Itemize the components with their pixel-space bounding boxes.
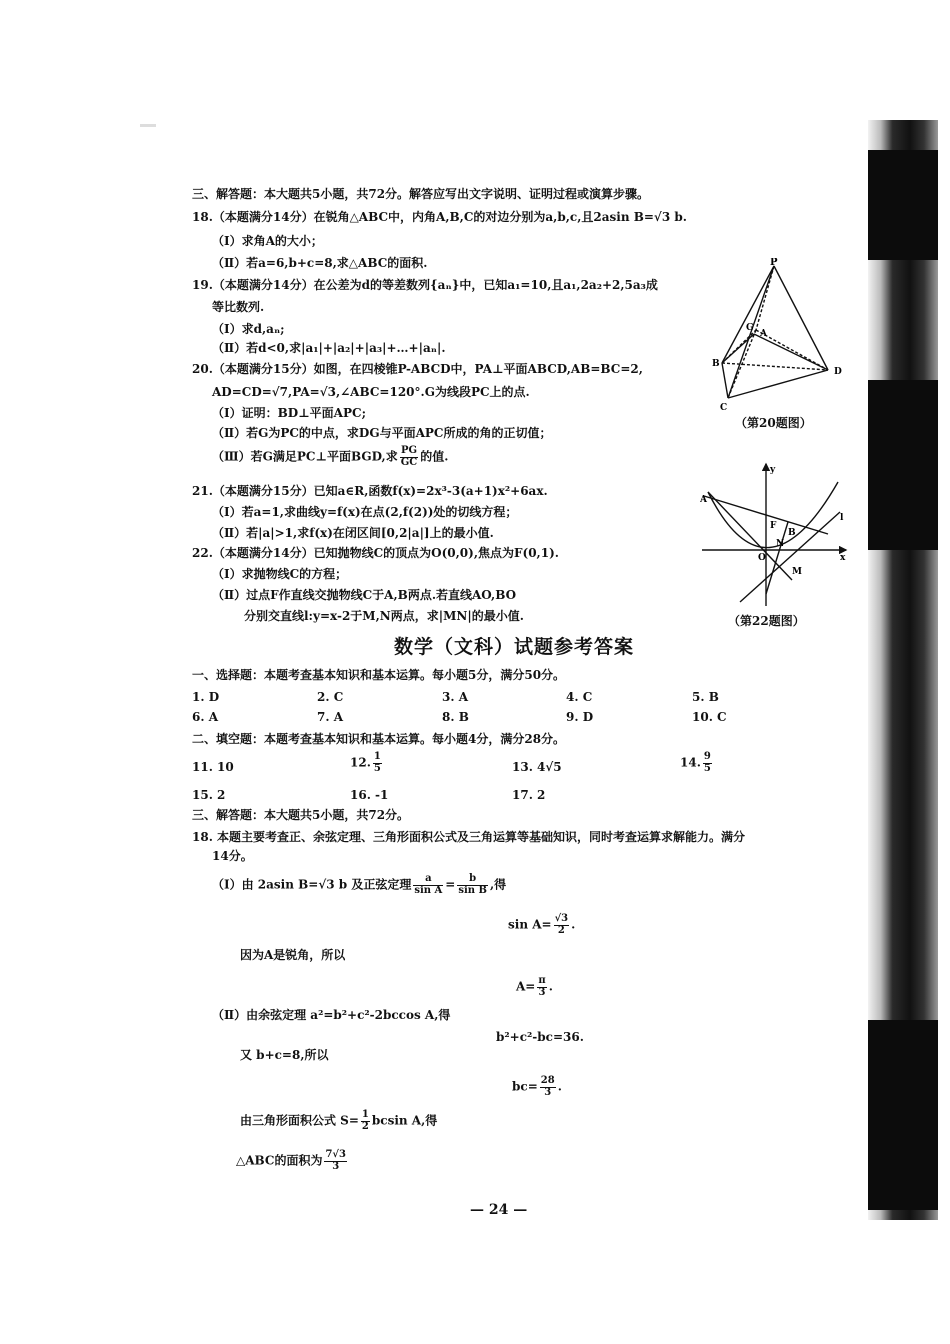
- ratio-denominator: GC: [400, 456, 418, 468]
- fill-14-denominator: 5: [703, 762, 711, 774]
- strip-band-1: [868, 150, 938, 260]
- parabola-figure: [700, 462, 850, 610]
- pyramid-figure: [710, 258, 860, 418]
- scan-edge-strip: [868, 120, 938, 1220]
- fill-12: [350, 752, 384, 774]
- equation-A-den: 3: [538, 986, 546, 998]
- figure-20-caption: （第20题图）: [735, 416, 812, 430]
- label-A22: A: [700, 495, 707, 505]
- equation-bc: [512, 1076, 562, 1098]
- equation-A-end: .: [548, 979, 553, 994]
- fill-12-numerator: 1: [373, 751, 381, 762]
- problem-18-part-2: （Ⅱ）若a=6,b+c=8,求△ABC的面积.: [212, 256, 428, 270]
- mc-8: 8. B: [442, 710, 469, 724]
- seg-GD: [754, 334, 828, 370]
- fill-11: 11. 10: [192, 760, 234, 774]
- fill-16: 16. -1: [350, 788, 389, 802]
- equation-sinA-den: 2: [557, 924, 565, 936]
- fill-12-fraction: [373, 752, 382, 774]
- line-BO: [766, 522, 788, 594]
- label-x: x: [840, 553, 846, 563]
- answer-section-2: 二、填空题：本题考查基本知识和基本运算。每小题4分，满分28分。: [192, 732, 566, 746]
- sine-law-left-num: a: [413, 874, 443, 886]
- label-C: C: [720, 403, 728, 413]
- problem-20-part-3: [212, 446, 448, 468]
- problem-19-part-1: （Ⅰ）求d,aₙ;: [212, 322, 285, 336]
- area-formula-den: 2: [361, 1120, 369, 1132]
- figure-22-caption: （第22题图）: [728, 614, 805, 628]
- answer-18-part-1: [212, 874, 506, 896]
- equation-sinA-num: √3: [554, 913, 569, 924]
- problem-21-part-2: （Ⅱ）若|a|>1,求f(x)在闭区间[0,2|a|]上的最小值.: [212, 526, 494, 540]
- answer-18-area-formula: [240, 1110, 437, 1132]
- equation-bc-end: .: [557, 1079, 562, 1094]
- answer-18-intro-cont: 14分。: [212, 849, 253, 863]
- problem-20-cont: AD=CD=√7,PA=√3,∠ABC=120°.G为线段PC上的点.: [212, 385, 530, 399]
- answer-18-intro: 18. 本题主要考查正、余弦定理、三角形面积公式及三角运算等基础知识，同时考查运算求解能力。满分: [192, 830, 746, 844]
- area-formula-num: 1: [361, 1109, 369, 1120]
- label-O: O: [758, 553, 766, 563]
- edge-BC: [722, 363, 728, 398]
- equation-bc-lhs: bc=: [512, 1079, 538, 1094]
- problem-18: 18.（本题满分14分）在锐角△ABC中，内角A,B,C的对边分别为a,b,c,且2asin B=√3 b.: [192, 210, 687, 224]
- problem-20-part-1: （Ⅰ）证明：BD⊥平面APC;: [212, 406, 366, 420]
- area-formula-end: bcsin A,得: [371, 1113, 438, 1128]
- sine-law-left-den: sin A: [414, 884, 443, 896]
- label-G: G: [746, 323, 754, 333]
- ratio-fraction: [400, 446, 419, 468]
- scan-smudge: [140, 124, 156, 127]
- problem-22: 22.（本题满分14分）已知抛物线C的顶点为O(0,0),焦点为F(0,1).: [192, 546, 559, 560]
- seg-BG: [722, 334, 754, 363]
- label-B22: B: [788, 528, 796, 538]
- label-N: N: [776, 539, 785, 549]
- sine-law-equals: =: [445, 877, 456, 892]
- answer-section-3: 三、解答题：本大题共5小题，共72分。: [192, 808, 410, 822]
- fill-14-number: 14.: [680, 755, 701, 770]
- fill-12-number: 12.: [350, 755, 371, 770]
- answer-section-1: 一、选择题：本题考查基本知识和基本运算。每小题5分，满分50分。: [192, 668, 566, 682]
- mc-1: 1. D: [192, 690, 220, 704]
- fill-14-fraction: [703, 752, 712, 774]
- fill-14-numerator: 9: [703, 751, 711, 762]
- mc-2: 2. C: [317, 690, 344, 704]
- label-y: y: [770, 465, 776, 475]
- mc-3: 3. A: [442, 690, 469, 704]
- equation-A-lhs: A=: [516, 979, 536, 994]
- line-l: [740, 512, 840, 602]
- problem-20-part-3-end: 的值.: [420, 449, 449, 464]
- area-result-text: △ABC的面积为: [236, 1153, 323, 1168]
- mc-7: 7. A: [317, 710, 344, 724]
- problem-19-part-2: （Ⅱ）若d<0,求|a₁|+|a₂|+|a₃|+…+|aₙ|.: [212, 341, 446, 355]
- problem-21: 21.（本题满分15分）已知a∈R,函数f(x)=2x³-3(a+1)x²+6ax.: [192, 484, 548, 498]
- label-B: B: [712, 359, 720, 369]
- mc-4: 4. C: [566, 690, 593, 704]
- equation-sinA-fraction: [554, 914, 570, 936]
- answer-18-area-result: [236, 1150, 349, 1172]
- equation-sinA-lhs: sin A=: [508, 917, 552, 932]
- equation-A-fraction: [537, 976, 546, 998]
- equation-bc-num: 28: [540, 1075, 555, 1086]
- area-result-fraction: [324, 1150, 347, 1172]
- label-M: M: [792, 567, 802, 577]
- equation-cosine: b²+c²-bc=36.: [496, 1030, 584, 1044]
- problem-20-part-3-text: （Ⅲ）若G满足PC⊥平面BGD,求: [212, 449, 398, 464]
- area-result-num: 7√3: [325, 1149, 346, 1160]
- part-1-end: ,得: [489, 877, 507, 892]
- equation-bc-den: 3: [544, 1086, 552, 1098]
- label-P: P: [770, 258, 778, 268]
- mc-9: 9. D: [566, 710, 594, 724]
- mc-6: 6. A: [192, 710, 219, 724]
- mc-10: 10. C: [692, 710, 727, 724]
- ratio-numerator: PG: [400, 445, 418, 456]
- problem-19: 19.（本题满分14分）在公差为d的等差数列{aₙ}中，已知a₁=10,且a₁,2a₂+2,5a₃成: [192, 278, 658, 292]
- page-number: — 24 —: [470, 1202, 528, 1218]
- fill-14: [680, 752, 714, 774]
- problem-22-part-1: （Ⅰ）求抛物线C的方程；: [212, 567, 348, 581]
- equation-A: [516, 976, 553, 998]
- section-3-heading: 三、解答题：本大题共5小题，共72分。解答应写出文字说明、证明过程或演算步骤。: [192, 187, 650, 201]
- area-formula-fraction: [361, 1110, 370, 1132]
- problem-22-part-2: （Ⅱ）过点F作直线交抛物线C于A,B两点.若直线AO,BO: [212, 588, 517, 602]
- sine-law-right-den: sin B: [458, 884, 487, 896]
- strip-band-2: [868, 380, 938, 550]
- fill-13: 13. 4√5: [512, 760, 562, 774]
- fill-12-denominator: 5: [373, 762, 381, 774]
- answer-18-part-2: （Ⅱ）由余弦定理 a²=b²+c²-2bccos A,得: [212, 1008, 451, 1022]
- problem-19-cont: 等比数列.: [212, 300, 265, 314]
- answer-18-acute: 因为A是锐角，所以: [240, 948, 346, 962]
- area-result-den: 3: [332, 1160, 340, 1172]
- problem-20: 20.（本题满分15分）如图，在四棱锥P-ABCD中，PA⊥平面ABCD,AB=BC=2,: [192, 362, 643, 376]
- problem-22-part-2-cont: 分别交直线l:y=x-2于M,N两点，求|MN|的最小值.: [244, 609, 524, 623]
- fill-15: 15. 2: [192, 788, 226, 802]
- answer-title: 数学（文科）试题参考答案: [394, 636, 635, 658]
- answer-18-sum: 又 b+c=8,所以: [240, 1048, 329, 1062]
- sine-law-right: [457, 874, 488, 896]
- problem-20-part-2: （Ⅱ）若G为PC的中点，求DG与平面APC所成的角的正切值；: [212, 426, 552, 440]
- parabola-curve: [708, 482, 838, 548]
- edge-CD: [728, 370, 828, 398]
- problem-18-part-1: （Ⅰ）求角A的大小；: [212, 234, 323, 248]
- strip-band-3: [868, 1020, 938, 1210]
- label-A: A: [760, 329, 767, 339]
- mc-5: 5. B: [692, 690, 719, 704]
- equation-bc-fraction: [540, 1076, 556, 1098]
- sine-law-left: [413, 874, 443, 896]
- sine-law-right-num: b: [457, 874, 488, 886]
- equation-sinA: [508, 914, 575, 936]
- label-l: l: [840, 513, 844, 523]
- equation-A-num: π: [538, 975, 546, 986]
- label-D: D: [834, 367, 842, 377]
- fill-17: 17. 2: [512, 788, 546, 802]
- label-F: F: [770, 521, 777, 531]
- equation-sinA-end: .: [571, 917, 576, 932]
- area-formula-text: 由三角形面积公式 S=: [240, 1113, 359, 1128]
- problem-21-part-1: （Ⅰ）若a=1,求曲线y=f(x)在点(2,f(2))处的切线方程；: [212, 505, 518, 519]
- part-1-text: （Ⅰ）由 2asin B=√3 b 及正弦定理: [212, 877, 412, 892]
